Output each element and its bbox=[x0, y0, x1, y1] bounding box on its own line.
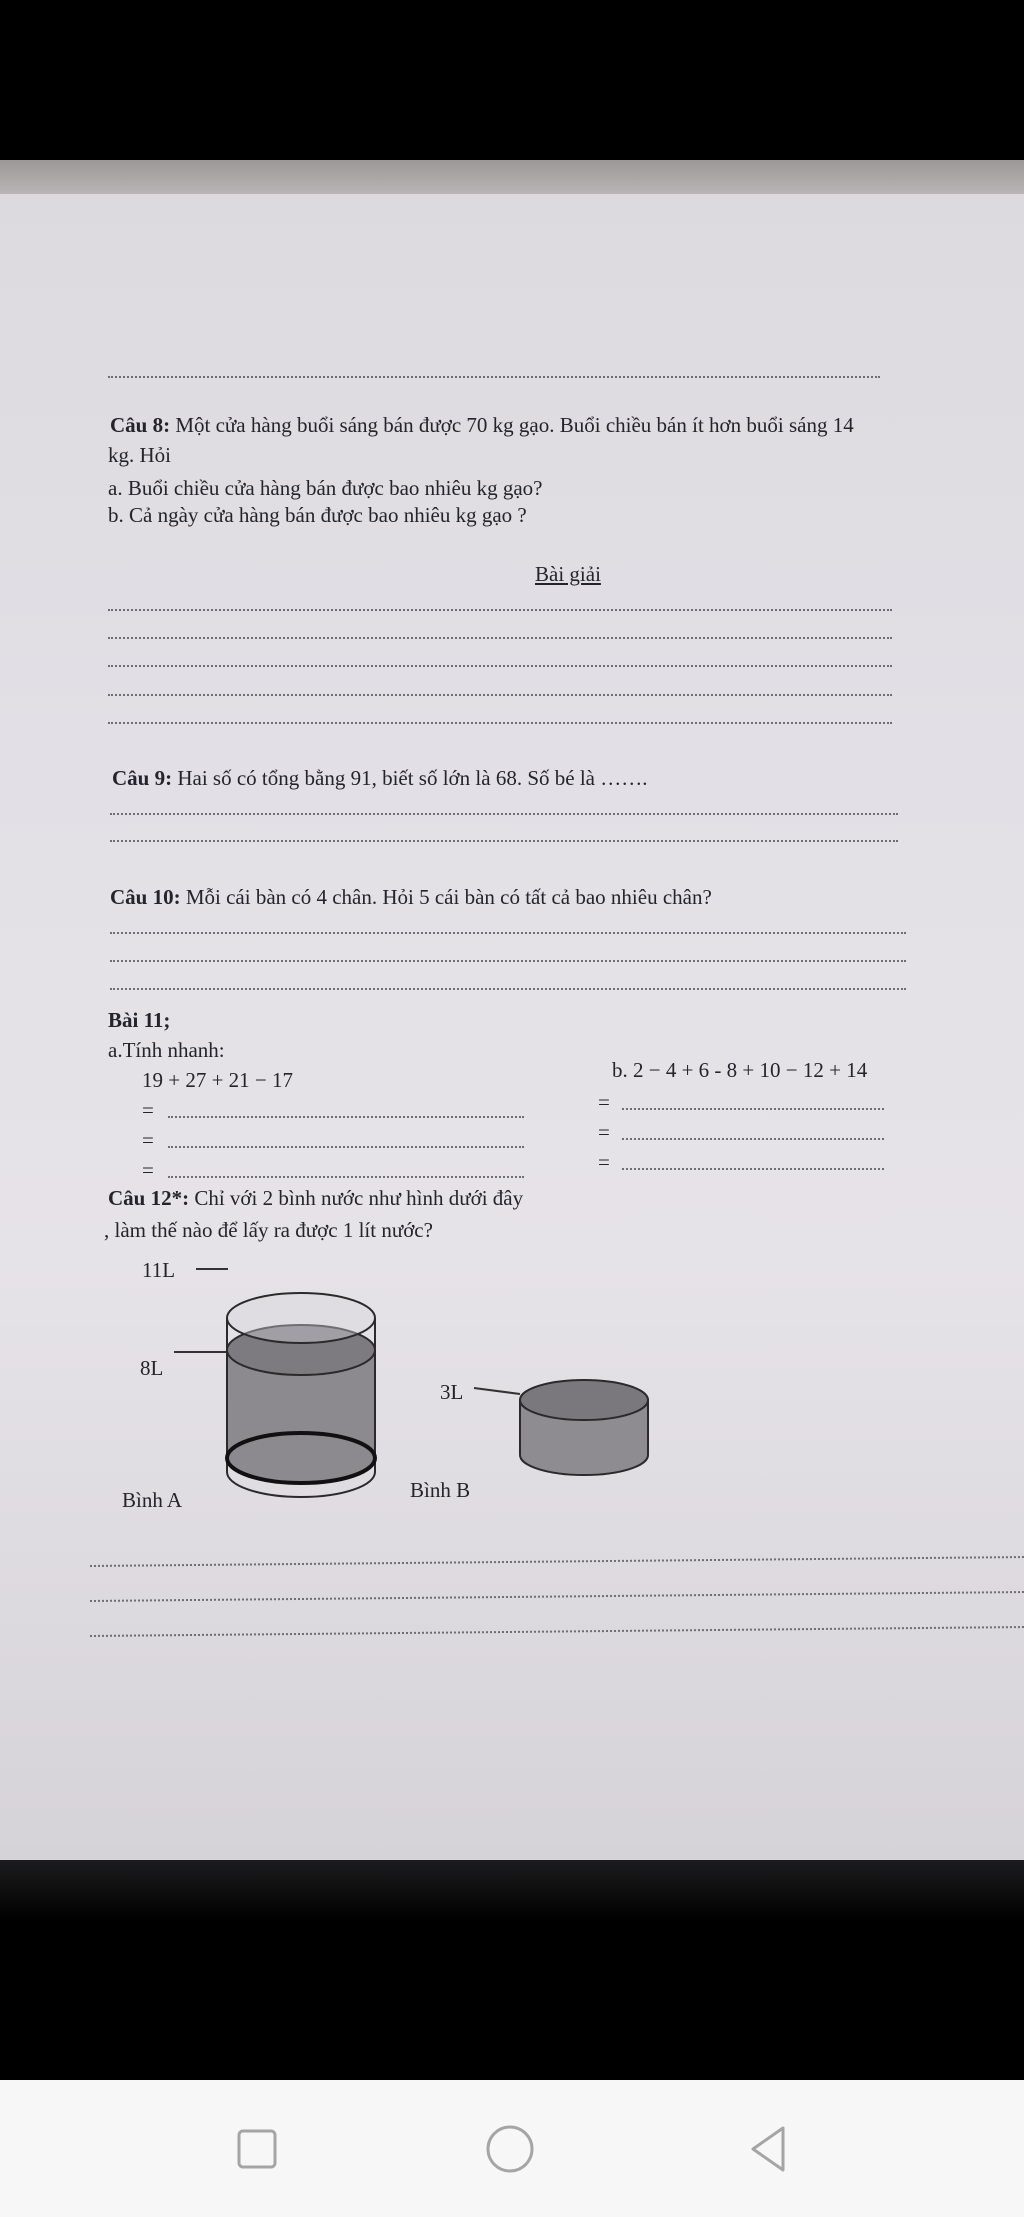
q12-text1: Chỉ với 2 bình nước như hình dưới đây bbox=[194, 1186, 524, 1210]
q8-text2: kg. Hỏi bbox=[108, 443, 171, 467]
bottle-a-shape bbox=[227, 1293, 375, 1497]
q9-title: Câu 9: bbox=[112, 766, 173, 790]
q11-eq: = bbox=[142, 1158, 154, 1182]
bottle-b-shape bbox=[520, 1380, 648, 1475]
q8-part-b: b. Cả ngày cửa hàng bán được bao nhiêu kg gạo ? bbox=[108, 503, 527, 527]
q8-solution-label: Bài giải bbox=[535, 562, 601, 586]
bottle-b-label: Bình B bbox=[410, 1478, 471, 1502]
recent-apps-button[interactable] bbox=[232, 2124, 282, 2174]
q11-eq: = bbox=[598, 1150, 610, 1174]
q9-text: Hai số có tổng bằng 91, biết số lớn là 68. Số bé là ……. bbox=[177, 766, 648, 790]
q11-eq: = bbox=[598, 1120, 610, 1144]
photo-shadow bbox=[0, 1860, 1024, 1920]
q11-title: Bài 11; bbox=[108, 1008, 171, 1032]
label-8l: 8L bbox=[140, 1356, 164, 1380]
q10-text: Mỗi cái bàn có 4 chân. Hỏi 5 cái bàn có tất cả bao nhiêu chân? bbox=[185, 885, 712, 909]
bottle-a-label: Bình A bbox=[122, 1488, 183, 1512]
square-recent-apps-icon bbox=[235, 2127, 279, 2171]
q11-sub-a: a.Tính nhanh: bbox=[108, 1038, 225, 1062]
pointer-3l bbox=[474, 1388, 520, 1394]
q8-text1: Một cửa hàng buổi sáng bán được 70 kg gạo. Buổi chiều bán ít hơn buổi sáng 14 bbox=[175, 413, 854, 437]
triangle-back-icon bbox=[747, 2124, 791, 2174]
q11-eq: = bbox=[598, 1090, 610, 1114]
label-11l: 11L bbox=[142, 1258, 176, 1282]
q11-expr-b: b. 2 − 4 + 6 - 8 + 10 − 12 + 14 bbox=[612, 1058, 868, 1082]
q8-part-a: a. Buổi chiều cửa hàng bán được bao nhiêu kg gạo? bbox=[108, 476, 543, 500]
q11-eq: = bbox=[142, 1098, 154, 1122]
q10-title: Câu 10: bbox=[110, 885, 181, 909]
home-button[interactable] bbox=[485, 2124, 535, 2174]
q12-text2: , làm thế nào để lấy ra được 1 lít nước? bbox=[104, 1218, 433, 1242]
q12-title: Câu 12*: bbox=[108, 1186, 190, 1210]
system-navigation-bar bbox=[0, 2080, 1024, 2217]
label-3l: 3L bbox=[440, 1380, 464, 1404]
back-button[interactable] bbox=[744, 2124, 794, 2174]
q11-expr-a: 19 + 27 + 21 − 17 bbox=[142, 1068, 294, 1092]
circle-home-icon bbox=[485, 2124, 535, 2174]
q11-eq: = bbox=[142, 1128, 154, 1152]
q8-title: Câu 8: bbox=[110, 413, 171, 437]
